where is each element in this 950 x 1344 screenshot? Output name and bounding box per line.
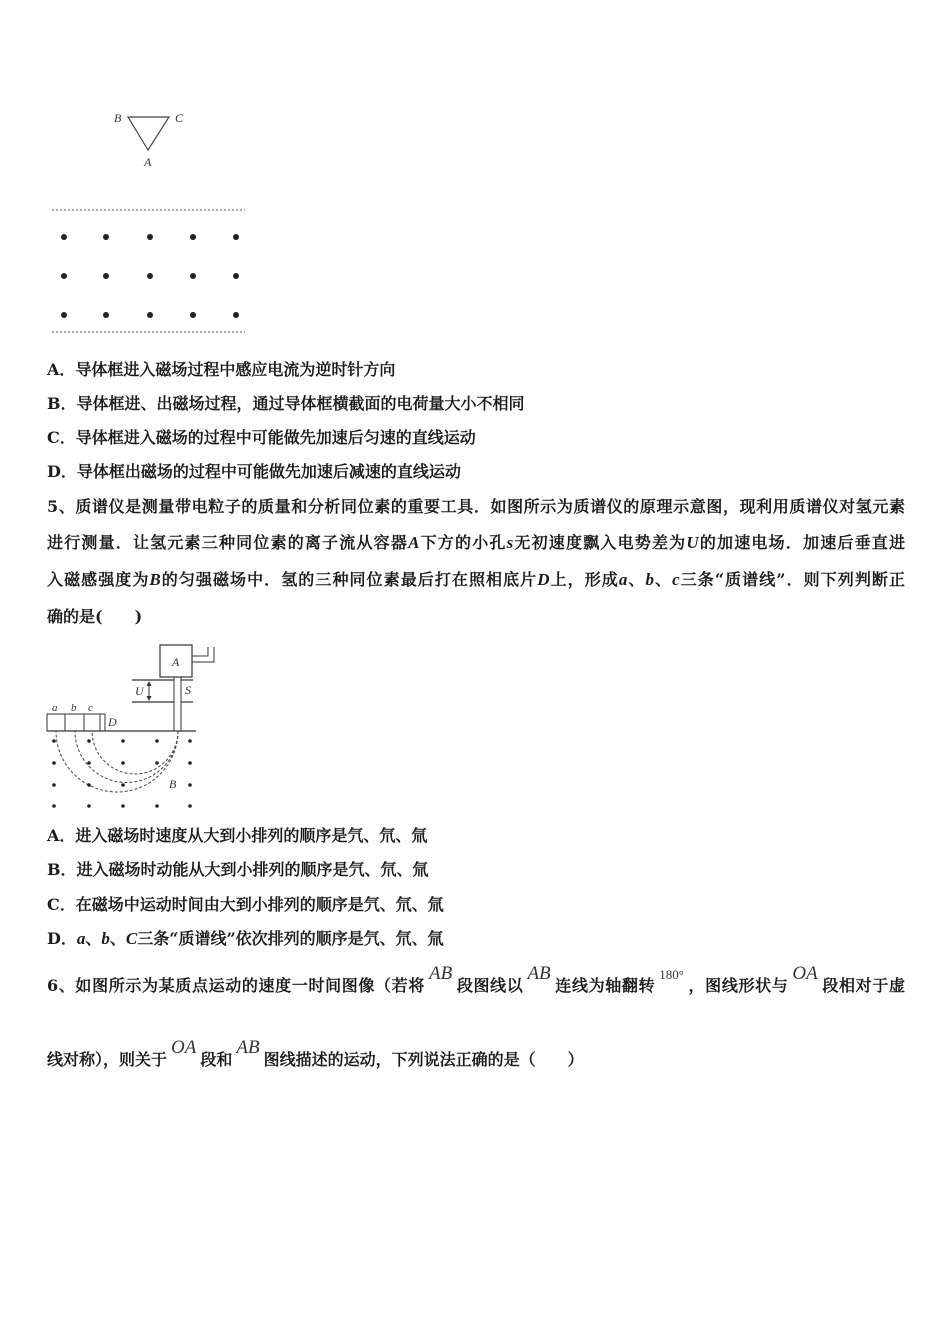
text-run: 、	[627, 570, 646, 589]
italic-variable: B	[149, 570, 161, 589]
italic-variable: U	[686, 533, 699, 552]
field-dot	[87, 739, 91, 743]
text-run: 无初速度飘入电势差为	[513, 533, 687, 552]
field-dot	[52, 761, 56, 765]
text-run: 、	[653, 570, 673, 589]
text-run: 三条“质谱线”．则下列判断正	[679, 570, 905, 589]
field-dot	[61, 273, 67, 279]
field-dot	[121, 761, 125, 765]
q4-option-b	[47, 393, 525, 415]
trajectory-a	[56, 731, 178, 792]
italic-variable: c	[672, 570, 680, 589]
italic-variable: b	[645, 570, 654, 589]
text-run: A．进入磁场时速度从大到小排列的顺序是氕、氘、氚	[47, 826, 428, 845]
photo-film	[47, 714, 105, 731]
math-symbol: AB	[527, 963, 551, 984]
text-run: 、	[85, 929, 102, 948]
field-dot	[121, 783, 125, 787]
field-dot	[147, 312, 153, 318]
field-dot	[121, 804, 125, 808]
field-dot	[233, 273, 239, 279]
italic-variable: D	[537, 570, 550, 589]
math-symbol: AB	[428, 963, 453, 984]
q5-stem-line-2	[47, 532, 905, 554]
text-run: A．导体框进入磁场过程中感应电流为逆时针方向	[47, 360, 396, 379]
voltage-arrow-head-top	[147, 681, 152, 686]
q5-option-b	[47, 859, 429, 881]
q5-option-a	[47, 825, 427, 847]
text-run: 6、如图所示为某质点运动的速度一时间图像（若将	[47, 976, 425, 995]
field-dot	[147, 273, 153, 279]
field-dot	[61, 312, 67, 318]
italic-variable: A	[408, 533, 420, 552]
italic-variable: s	[506, 533, 514, 552]
text-run: 图线描述的运动，下列说法正确的是（ ）	[263, 1050, 584, 1069]
text-run: 的加速电场．加速后垂直进	[698, 533, 905, 552]
text-run: 段图线以	[456, 976, 524, 995]
text-run: 段和	[200, 1050, 233, 1069]
text-run: C．导体框进入磁场的过程中可能做先加速后匀速的直线运动	[47, 428, 476, 447]
text-run: ，图线形状与	[687, 976, 789, 995]
text-run: 三条“质谱线”依次排列的顺序是氕、氘、氚	[137, 929, 444, 948]
field-dot	[188, 783, 192, 787]
field-dot	[188, 739, 192, 743]
inlet-pipe-outer	[192, 647, 214, 662]
line-label-b: b	[71, 702, 77, 714]
text-run: D．	[47, 929, 77, 948]
q4-option-d	[47, 461, 461, 483]
field-dots	[52, 739, 192, 808]
q6-stem-line-1	[47, 963, 905, 997]
field-label: B	[169, 777, 177, 791]
voltage-arrow-head-bottom	[147, 696, 152, 701]
field-dot	[190, 312, 196, 318]
q5-stem-line-4	[47, 606, 142, 628]
italic-variable: b	[101, 929, 110, 948]
triangle-frame	[128, 117, 169, 150]
text-run: 确的是( )	[47, 607, 143, 626]
field-dot	[188, 804, 192, 808]
text-run: 上，形成	[549, 570, 619, 589]
field-dot	[52, 739, 56, 743]
italic-variable: C	[125, 929, 138, 948]
field-dot	[87, 783, 91, 787]
italic-variable: a	[618, 570, 628, 589]
vertex-label-c: C	[175, 111, 184, 125]
field-dot	[87, 761, 91, 765]
line-label-a: a	[52, 702, 58, 714]
field-dot	[155, 761, 159, 765]
field-dot	[52, 783, 56, 787]
text-run: 5、质谱仪是测量带电粒子的质量和分析同位素的重要工具．如图所示为质谱仪的原理示意图，现利用质谱仪对氢元素	[47, 497, 905, 516]
text-run: 、	[109, 929, 126, 948]
q5-stem-line-3	[47, 569, 905, 591]
field-dot	[233, 234, 239, 240]
field-dot	[103, 312, 109, 318]
text-run: B．进入磁场时动能从大到小排列的顺序是氕、氘、氚	[47, 860, 429, 879]
trajectory-c	[92, 731, 178, 774]
mass-spectrometer-figure	[40, 640, 220, 815]
q4-option-a	[47, 359, 395, 381]
triangle-field-figure	[40, 100, 260, 345]
container-label: A	[172, 655, 180, 669]
field-dot	[155, 804, 159, 808]
text-run: D．导体框出磁场的过程中可能做先加速后减速的直线运动	[47, 462, 461, 481]
field-dot	[155, 739, 159, 743]
math-symbol: AB	[236, 1037, 260, 1058]
math-symbol: OA	[792, 963, 818, 984]
text-run: C．在磁场中运动时间由大到小排列的顺序是氕、氘、氚	[47, 895, 444, 914]
text-run: 入磁感强度为	[47, 570, 150, 589]
text-run: 下方的小孔	[419, 533, 507, 552]
text-run: 线对称），则关于	[47, 1050, 168, 1069]
line-label-c: c	[88, 702, 93, 714]
field-dots	[61, 234, 239, 318]
voltage-label: U	[135, 684, 144, 698]
field-dot	[121, 739, 125, 743]
slit-label: S	[185, 683, 191, 697]
vertex-label-b: B	[114, 111, 122, 125]
field-dot	[188, 761, 192, 765]
inlet-pipe-inner	[192, 647, 208, 656]
q6-stem-line-2	[47, 1037, 584, 1071]
italic-variable: a	[76, 929, 86, 948]
text-run: B．导体框进、出磁场过程，通过导体框横截面的电荷量大小不相同	[47, 394, 525, 413]
trajectory-b	[75, 731, 178, 783]
q4-option-c	[47, 427, 476, 449]
math-symbol: OA	[171, 1037, 197, 1058]
q5-stem-line-1	[47, 496, 905, 518]
field-dot	[87, 804, 91, 808]
superscript-value: 180°	[659, 967, 684, 982]
field-dot	[52, 804, 56, 808]
field-dot	[233, 312, 239, 318]
q5-option-c	[47, 894, 444, 916]
film-label: D	[108, 715, 117, 729]
vertex-label-a: A	[144, 155, 152, 169]
text-run: 段相对于虚	[821, 976, 905, 995]
field-dot	[190, 234, 196, 240]
field-dot	[147, 234, 153, 240]
field-dot	[103, 273, 109, 279]
text-run: 进行测量．让氢元素三种同位素的离子流从容器	[47, 533, 409, 552]
text-run: 连线为轴翻转	[554, 976, 656, 995]
field-dot	[190, 273, 196, 279]
text-run: 的匀强磁场中．氢的三种同位素最后打在照相底片	[160, 570, 538, 589]
field-dot	[61, 234, 67, 240]
q5-option-d	[47, 928, 444, 950]
field-dot	[103, 234, 109, 240]
